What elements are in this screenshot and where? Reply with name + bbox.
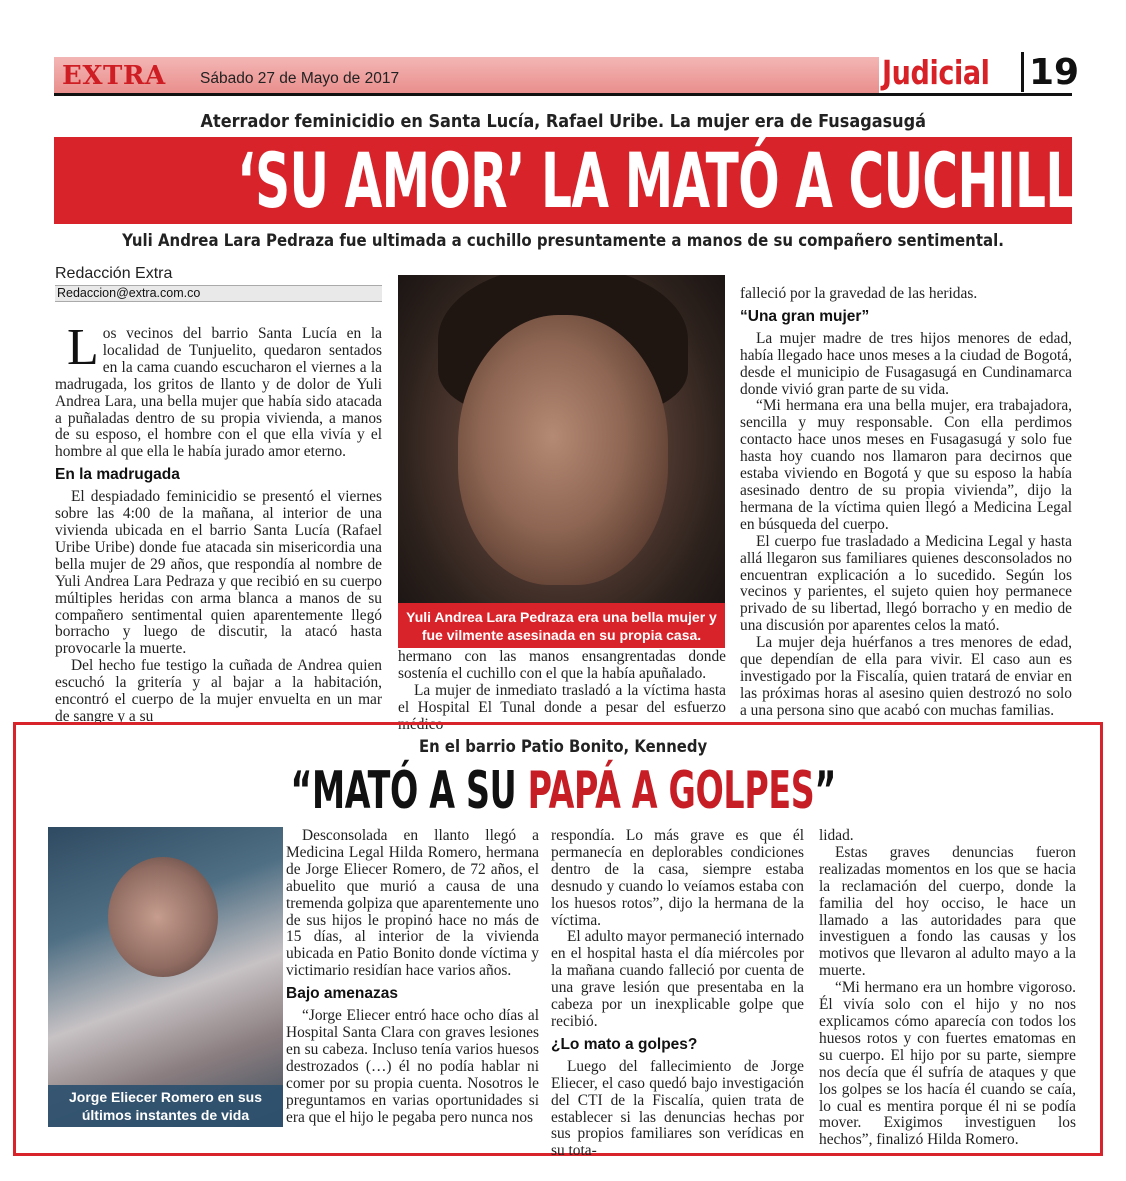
article2-subhead: Bajo amenazas: [286, 985, 398, 1003]
victim-photo-2: [48, 827, 283, 1127]
article1-paragraph: falleció por la gravedad de las heridas.: [740, 285, 978, 302]
drop-cap: L: [67, 319, 99, 376]
byline: Redacción Extra: [55, 265, 173, 282]
header-rule: [879, 93, 1072, 96]
article1-column-3: [740, 286, 1072, 720]
article1-paragraph: La mujer deja huérfanos a tres menores de edad, que dependían de ella para vivir. El caso aun es investigado por la Fiscalía, quien tratará de enviar en las próximas horas al asesino quien destrozó no solo a una persona sino que acabó con muchas familias.: [740, 634, 1072, 719]
article1-paragraph: “Mi hermana era una bella mujer, era trabajadora, sencilla y muy responsable. Con ella perdimos contacto hace unos meses en Fusagasugá y solo fue hasta hoy cuando nos llamaron para decirnos que estaba viviendo en Bogotá y que su esposo la había asesinado dentro de su propia vivienda”, dijo la hermana de la víctima quien llegó a Medicina Legal en búsqueda del cuerpo.: [740, 397, 1072, 533]
article2-paragraph: Estas graves denuncias fueron realizadas momentos en los que se hacia la reclamación del cuerpo, donde la familia del hoy occiso, le hace un llamado a las autoridades para que investiguen a fondo las causas y los motivos que llevaron al adulto mayo a la muerte.: [819, 843, 1076, 980]
photo-caption: Yuli Andrea Lara Pedraza era una bella mujer y fue vilmente asesinada en su propia casa.: [406, 609, 717, 643]
photo-head: [108, 857, 218, 977]
article1-headline-band: [54, 136, 1115, 225]
victim-photo: [398, 275, 725, 648]
article2-column-3: [819, 828, 1076, 1149]
article2-paragraph: “Jorge Eliecer entró hace ocho días al Hospital Santa Clara con graves lesiones en su cabeza. Incluso tenía varios huesos destrozados (…) él no podía hablar ni comer por su propia cuenta. Nosotros le preguntamos en varias oportunidades si era que el hijo le pegaba pero nunca nos: [286, 1007, 539, 1126]
article2-paragraph: Luego del fallecimiento de Jorge Eliecer, el caso quedó bajo investigación del CTI de la Fiscalía, quien trata de establecer si las denuncias hechas por sus propios familiares son verídicas en su tota-: [551, 1057, 804, 1160]
article2-paragraph: Desconsolada en llanto llegó a Medicina Legal Hilda Romero, hermana de Jorge Eliecer Romero, de 72 años, el abuelito que murió a causa de una tremenda golpiza que aparentemente uno de sus hijos le propinó hace no más de 15 días, al interior de la vivienda ubicada en Patio Bonito donde víctima y victimario residían hace varios años.: [286, 827, 539, 980]
photo-caption-band: [398, 603, 725, 648]
article1-paragraph: El cuerpo fue trasladado a Medicina Legal y hasta allá llegaron sus familiares quienes desconsolados no encuentran explicación a lo sucedido. Según los vecinos y parientes, el sujeto quien hoy permanece privado de su libertad, llegó borracho y en medio de una discusión por aparentes celos la mató.: [740, 532, 1072, 635]
section-name: Judicial: [882, 53, 990, 92]
article1-kicker: Aterrador feminicidio en Santa Lucía, Rafael Uribe. La mujer era de Fusagasugá: [200, 112, 926, 132]
article2-paragraph: El adulto mayor permaneció internado en el hospital hasta el día miércoles por la mañana cuando falleció por cuenta de una grave lesión que presentaba en la cabeza por un inexplicable golpe que recibió.: [551, 928, 804, 1030]
article1-paragraph: Los vecinos del barrio Santa Lucía en la localidad de Tunjuelito, quedaron sentados en la cama cuando escucharon el viernes a la madrugada, los gritos de llanto y de dolor de Yuli Andrea Lara, una bella mujer que había sido atacada a puñaladas dentro de su propia vivienda, a manos de su esposo, el hombre con el que ella vivía y el hombre al que ella le había jurado amor eterno.: [55, 319, 382, 461]
article2-paragraph: lidad.: [819, 827, 854, 844]
article1-subhead: “Una gran mujer”: [740, 307, 870, 325]
newspaper-logo: EXTRA: [62, 61, 166, 91]
article1-paragraph: El despiadado feminicidio se presentó el viernes sobre las 4:00 de la mañana, al interior de una vivienda ubicada en el barrio Santa Lucía (Rafael Uribe Uribe) donde fue atacada sin misericordia una bella mujer de 29 años, que respondía al nombre de Yuli Andrea Lara Pedraza y que recibió en su cuerpo múltiples heridas con arma blanca a manos de su compañero sentimental quien aparentemente llegó borracho y luego de discutir, la atacó hasta provocarle la muerte.: [55, 488, 382, 658]
article2-column-1: [286, 828, 539, 1126]
photo-caption-band-2: [48, 1085, 283, 1127]
article1-paragraph: hermano con las manos ensangrentadas donde sostenía el cuchillo con el que la había apuñalado.: [398, 648, 726, 682]
article2-headline: “MATÓ A SU PAPÁ A GOLPES”: [290, 761, 836, 821]
article1-paragraph: Del hecho fue testigo la cuñada de Andrea quien escuchó la gritería y al bajar a la habitación, encontró el cuerpo de la mujer envuelta en un mar de sangre y a su: [55, 657, 382, 725]
photo-face: [458, 315, 668, 585]
article2-paragraph: “Mi hermano era un hombre vigoroso. Él vivía solo con el hijo y no nos explicamos cómo aparecía con todos los huesos rotos y con fuertes ematomas en su cuerpo. El hijo por su parte, siempre nos decía que él sufría de ataques y que los golpes se los hacía él cuando se caía, lo cual es mentira porque él ni se podía mover. Exigimos investiguen los hechos”, finalizó Hilda Romero.: [819, 979, 1076, 1149]
article1-column-2: [398, 649, 726, 734]
header-band: [54, 57, 879, 96]
page-header: [54, 52, 1080, 99]
article2-paragraph: respondía. Lo más grave es que él permanecía en deplorables condiciones dentro de la casa, siempre estaba desnudo y cuando lo veíamos estaba con los huesos rotos”, dijo la hermana de la víctima.: [551, 827, 804, 929]
article1-subhead: En la madrugada: [55, 466, 180, 484]
page-number: 19: [1021, 52, 1079, 92]
article2-subhead: ¿Lo mato a golpes?: [551, 1035, 698, 1053]
article1-paragraph: La mujer de inmediato trasladó a la víctima hasta el Hospital El Tunal donde a pesar del esfuerzo médico: [398, 681, 726, 733]
issue-date: Sábado 27 de Mayo de 2017: [200, 70, 400, 87]
byline-email: Redaccion@extra.com.co: [55, 285, 382, 302]
article1-paragraph: La mujer madre de tres hijos menores de edad, había llegado hace unos meses a la ciudad de Bogotá, desde el municipio de Fusagasugá en Cundinamarca donde vivió gran parte de su vida.: [740, 329, 1072, 398]
photo-caption-2: Jorge Eliecer Romero en sus últimos instantes de vida: [69, 1089, 262, 1123]
article1-deck: Yuli Andrea Lara Pedraza fue ultimada a cuchillo presuntamente a manos de su compañero sentimental.: [122, 231, 1004, 251]
article1-headline: ‘SU AMOR’ LA MATÓ A CUCHILLO: [237, 136, 1115, 225]
article2-column-2: [551, 828, 804, 1160]
article2-kicker: En el barrio Patio Bonito, Kennedy: [418, 737, 708, 756]
article1-column-1: [55, 319, 382, 726]
